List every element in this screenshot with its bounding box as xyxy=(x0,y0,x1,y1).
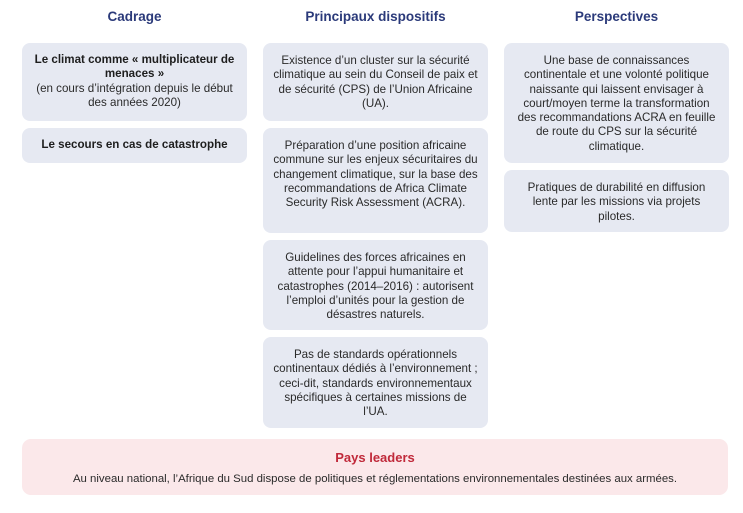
column-title: Principaux dispositifs xyxy=(305,9,446,24)
column-title: Perspectives xyxy=(574,9,659,24)
dispositif-box xyxy=(263,43,488,121)
column-perspectives xyxy=(504,0,729,239)
box-bold-text: Le climat comme « multiplicateur de menaces » xyxy=(34,53,235,81)
leaders-banner xyxy=(22,439,728,495)
box-text: Guidelines des forces africaines en attente pour l’appui humanitaire et catastrophes (2014–2016) : autorisent l’emploi d’unités pour la gestion de désastres naturels. xyxy=(277,251,474,322)
box-text: Préparation d’une position africaine commune sur les enjeux sécuritaires du changement climatique, sur la base des recommandations de Africa Climate Security Risk Assessment (ACRA). xyxy=(273,139,478,210)
perspective-box xyxy=(504,170,729,232)
box-bold-text: Le secours en cas de catastrophe xyxy=(41,138,228,151)
leaders-title: Pays leaders xyxy=(335,450,415,465)
dispositif-box xyxy=(263,128,488,233)
column-principaux-dispositifs xyxy=(263,0,488,435)
box-text: Pratiques de durabilité en diffusion lente par les missions via projets pilotes. xyxy=(527,181,706,223)
box-text: Existence d’un cluster sur la sécurité climatique au sein du Conseil de paix et de sécurité (CPS) de l’Union Africaine (UA). xyxy=(273,54,478,110)
dispositif-box xyxy=(263,240,488,330)
perspective-box xyxy=(504,43,729,163)
dispositif-box xyxy=(263,337,488,428)
box-text: Pas de standards opérationnels continentaux dédiés à l’environnement ; ceci-dit, standards environnementaux spécifiques à certaines missions de l’UA. xyxy=(273,348,478,419)
box-text: Une base de connaissances continentale et une volonté politique naissante qui laissent envisager à court/moyen terme la transformation des recommandations ACRA en feuille de route du CPS sur la sécurité climatique. xyxy=(517,54,716,153)
box-text: (en cours d’intégration depuis le début des années 2020) xyxy=(36,81,233,109)
cadrage-box-threat-multiplier xyxy=(22,43,247,121)
leaders-text: Au niveau national, l’Afrique du Sud dispose de politiques et réglementations environnementales destinées aux armées. xyxy=(72,473,678,485)
cadrage-box-disaster-relief xyxy=(22,128,247,163)
column-cadrage xyxy=(22,0,247,170)
column-title: Cadrage xyxy=(107,9,162,24)
